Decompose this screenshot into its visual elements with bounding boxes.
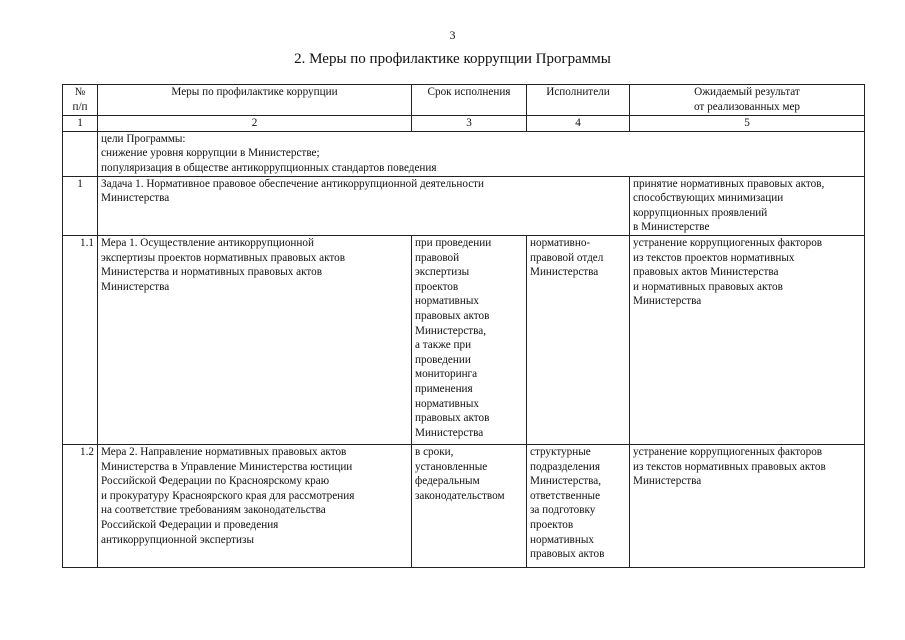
- row-measure: Мера 2. Направление нормативных правовых актов Министерства в Управление Министерства юстиции Российской Федерации по Красноярскому краю и прокуратуру Красноярского края для рассмотрения на соответствие требованиям законодательства Российской Федерации и проведения антикоррупционной экспертизы: [98, 444, 412, 567]
- page-number: 3: [449, 28, 456, 42]
- column-number-4: 4: [527, 116, 630, 132]
- section-title: 2. Меры по профилактике коррупции Программы: [294, 51, 611, 67]
- row-deadline: при проведении правовой экспертизы проектов нормативных правовых актов Министерства, а также при проведении мониторинга применения нормативных правовых актов Министерства: [412, 235, 527, 444]
- column-number-row: [63, 116, 865, 132]
- header-num: № п/п: [63, 85, 98, 116]
- goals-row: [63, 131, 865, 176]
- row-executors: нормативно- правовой отдел Министерства: [527, 235, 630, 444]
- goals-text: цели Программы: снижение уровня коррупции в Министерстве; популяризация в обществе антикоррупционных стандартов поведения: [98, 131, 865, 176]
- row-number: 1.1: [63, 235, 98, 444]
- measures-table: [62, 84, 865, 568]
- table-row: [63, 444, 865, 567]
- header-executors: Исполнители: [527, 85, 630, 116]
- row-measure: Мера 1. Осуществление антикоррупционной экспертизы проектов нормативных правовых актов Министерства и нормативных правовых актов Министерства: [98, 235, 412, 444]
- goals-empty-cell: [63, 131, 98, 176]
- header-deadline: Срок исполнения: [412, 85, 527, 116]
- row-number: 1.2: [63, 444, 98, 567]
- row-result: устранение коррупциогенных факторов из текстов нормативных правовых актов Министерства: [630, 444, 865, 567]
- task-number: 1: [63, 176, 98, 235]
- table-header-row: [63, 85, 865, 116]
- task-row: [63, 176, 865, 235]
- row-executors: структурные подразделения Министерства, ответственные за подготовку проектов нормативных правовых актов: [527, 444, 630, 567]
- column-number-3: 3: [412, 116, 527, 132]
- task-result: принятие нормативных правовых актов, способствующих минимизации коррупционных проявлений в Министерстве: [630, 176, 865, 235]
- row-deadline: в сроки, установленные федеральным законодательством: [412, 444, 527, 567]
- column-number-2: 2: [98, 116, 412, 132]
- row-result: устранение коррупциогенных факторов из текстов проектов нормативных правовых актов Министерства и нормативных правовых актов Министерства: [630, 235, 865, 444]
- header-result: Ожидаемый результат от реализованных мер: [630, 85, 865, 116]
- column-number-5: 5: [630, 116, 865, 132]
- header-measures: Меры по профилактике коррупции: [98, 85, 412, 116]
- task-text: Задача 1. Нормативное правовое обеспечение антикоррупционной деятельности Министерства: [98, 176, 630, 235]
- column-number-1: 1: [63, 116, 98, 132]
- table-row: [63, 235, 865, 444]
